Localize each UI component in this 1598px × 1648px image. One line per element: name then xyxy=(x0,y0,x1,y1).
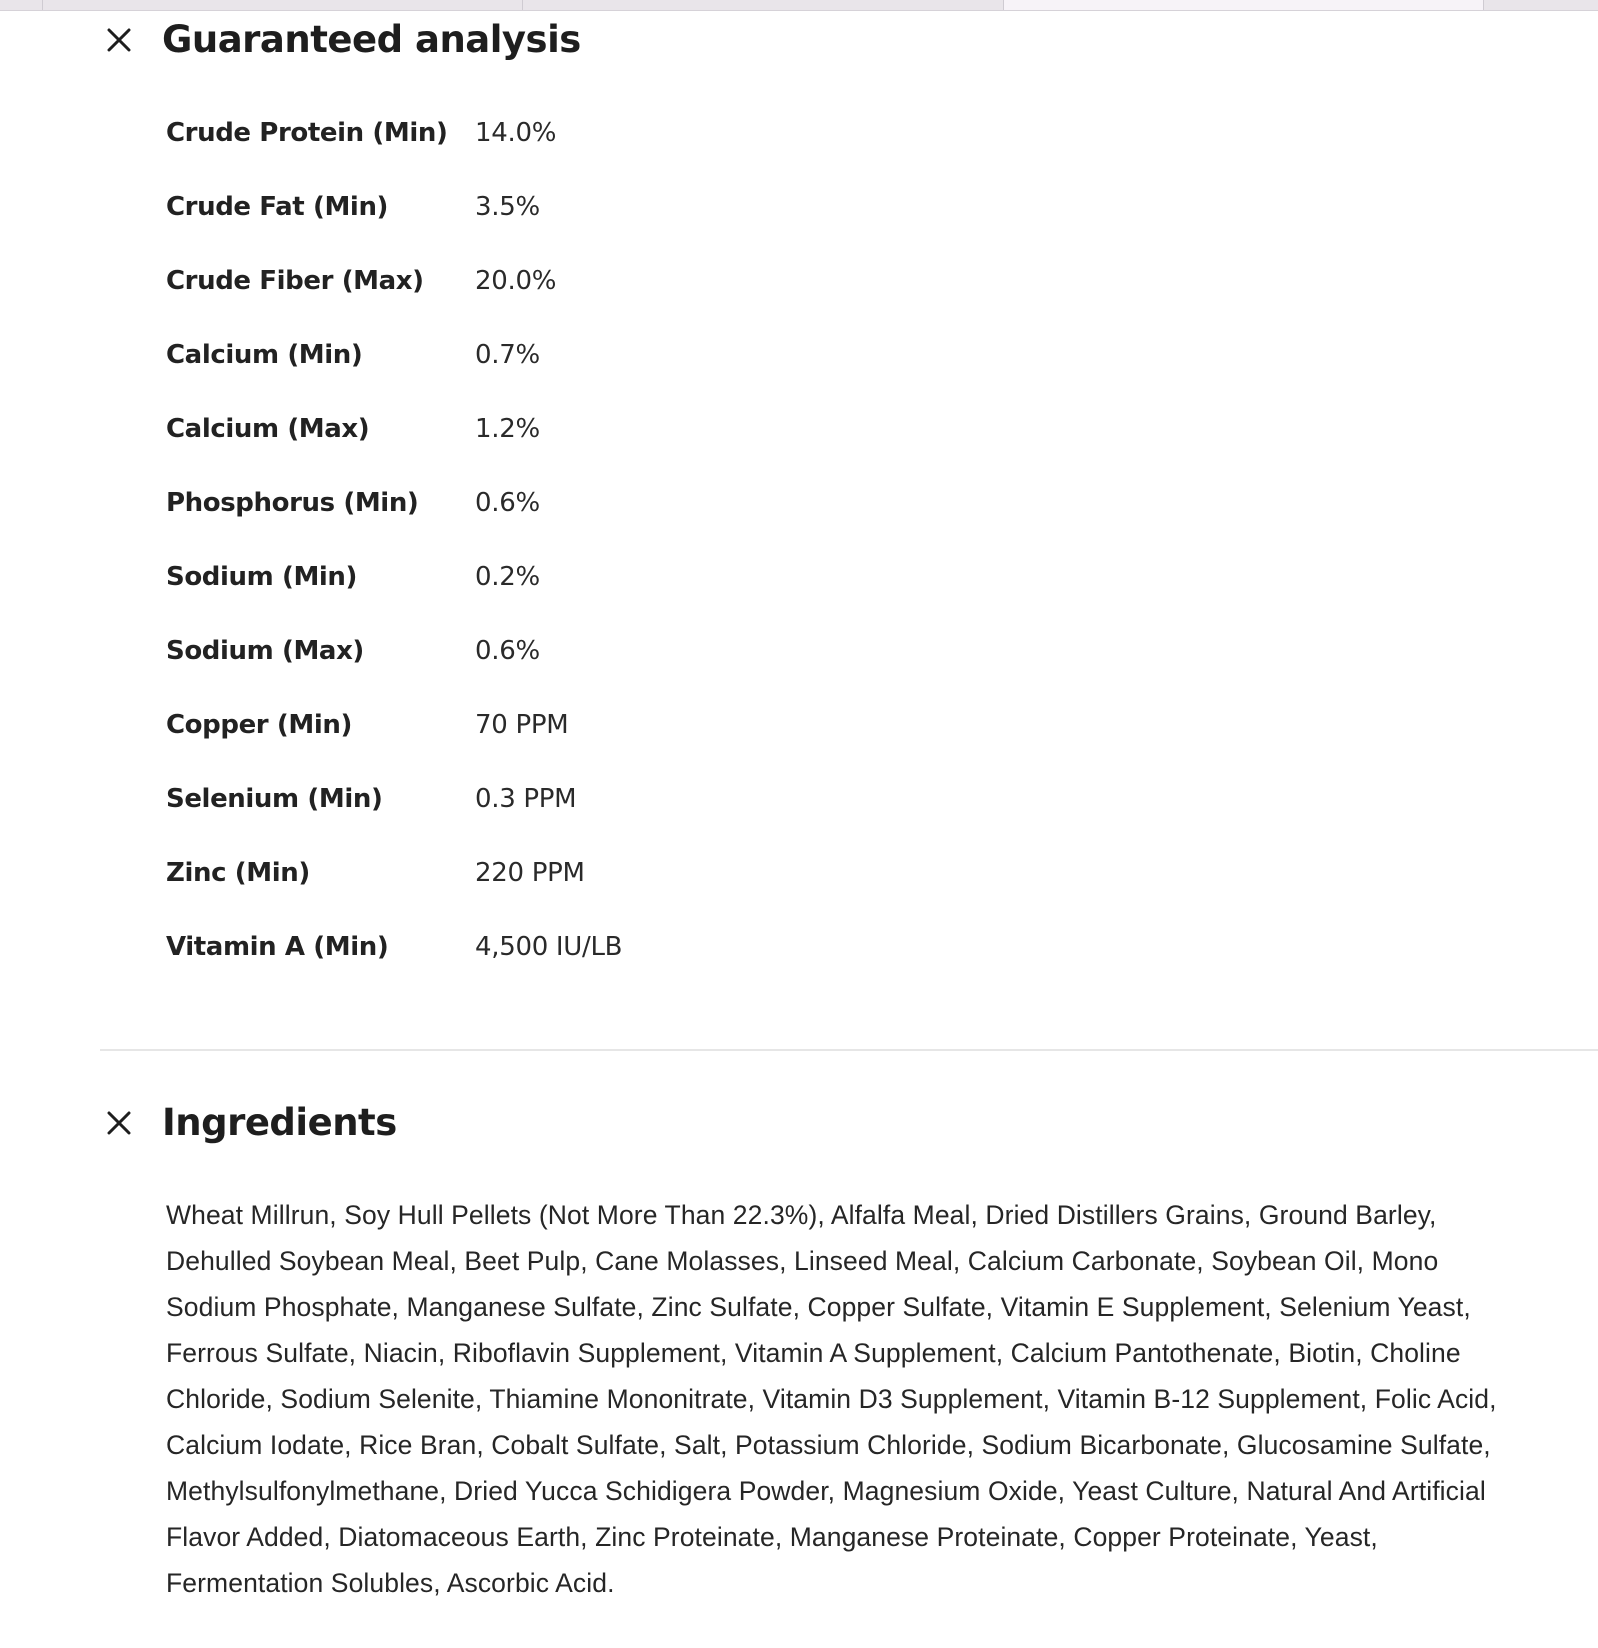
analysis-row xyxy=(166,636,622,710)
nutrient-label: Calcium (Min) xyxy=(166,340,363,370)
nutrient-value: 0.2% xyxy=(475,562,540,592)
nutrient-label: Selenium (Min) xyxy=(166,784,383,814)
nutrient-value: 20.0% xyxy=(475,266,557,296)
close-x-icon[interactable] xyxy=(100,21,138,59)
analysis-row xyxy=(166,710,622,784)
analysis-row xyxy=(166,118,622,192)
guaranteed-analysis-table xyxy=(166,118,622,1006)
tab-0[interactable] xyxy=(0,0,43,10)
nutrient-value: 0.7% xyxy=(475,340,540,370)
tab-4[interactable] xyxy=(1484,0,1598,10)
ingredients-list: Wheat Millrun, Soy Hull Pellets (Not More Than 22.3%), Alfalfa Meal, Dried Distillers Grains, Ground Barley, Dehulled Soybean Meal, Beet Pulp, Cane Molasses, Linseed Meal, Calcium Carbonate, Soybean Oil, Mono Sodium Phosphate, Manganese Sulfate, Zinc Sulfate, Copper Sulfate, Vitamin E Supplement, Selenium Yeast, Ferrous Sulfate, Niacin, Riboflavin Supplement, Vitamin A Supplement, Calcium Pantothenate, Biotin, Choline Chloride, Sodium Selenite, Thiamine Mononitrate, Vitamin D3 Supplement, Vitamin B-12 Supplement, Folic Acid, Calcium Iodate, Rice Bran, Cobalt Sulfate, Salt, Potassium Chloride, Sodium Bicarbonate, Glucosamine Sulfate, Methylsulfonylmethane, Dried Yucca Schidigera Powder, Magnesium Oxide, Yeast Culture, Natural And Artificial Flavor Added, Diatomaceous Earth, Zinc Proteinate, Manganese Proteinate, Copper Proteinate, Yeast, Fermentation Solubles, Ascorbic Acid. xyxy=(166,1200,1497,1598)
nutrient-label: Crude Fiber (Max) xyxy=(166,266,424,296)
nutrient-value: 220 PPM xyxy=(475,858,585,888)
tab-1[interactable] xyxy=(43,0,523,10)
section-title: Ingredients xyxy=(162,1101,397,1144)
section-divider xyxy=(100,1049,1598,1051)
tab-2[interactable] xyxy=(523,0,1004,10)
nutrient-label: Crude Fat (Min) xyxy=(166,192,389,222)
analysis-row xyxy=(166,414,622,488)
guaranteed-analysis-header xyxy=(100,18,581,61)
tab-3-active[interactable] xyxy=(1004,0,1484,10)
nutrient-value: 4,500 IU/LB xyxy=(475,932,623,962)
ingredients-header xyxy=(100,1101,397,1144)
nutrient-value: 0.6% xyxy=(475,636,540,666)
nutrient-label: Sodium (Min) xyxy=(166,562,358,592)
nutrient-label: Crude Protein (Min) xyxy=(166,118,448,148)
nutrient-value: 14.0% xyxy=(475,118,557,148)
analysis-row xyxy=(166,340,622,414)
analysis-row xyxy=(166,562,622,636)
nutrient-label: Copper (Min) xyxy=(166,710,352,740)
nutrient-value: 0.6% xyxy=(475,488,540,518)
tab-bar xyxy=(0,0,1598,11)
nutrient-label: Phosphorus (Min) xyxy=(166,488,419,518)
nutrient-value: 3.5% xyxy=(475,192,540,222)
nutrient-label: Calcium (Max) xyxy=(166,414,370,444)
nutrient-value: 70 PPM xyxy=(475,710,569,740)
analysis-row xyxy=(166,932,622,1006)
section-title: Guaranteed analysis xyxy=(162,18,581,61)
nutrient-value: 1.2% xyxy=(475,414,540,444)
analysis-row xyxy=(166,488,622,562)
nutrient-label: Zinc (Min) xyxy=(166,858,310,888)
analysis-row xyxy=(166,266,622,340)
analysis-row xyxy=(166,784,622,858)
nutrient-value: 0.3 PPM xyxy=(475,784,577,814)
close-x-icon[interactable] xyxy=(100,1104,138,1142)
analysis-row xyxy=(166,192,622,266)
nutrient-label: Vitamin A (Min) xyxy=(166,932,389,962)
analysis-row xyxy=(166,858,622,932)
nutrient-label: Sodium (Max) xyxy=(166,636,364,666)
